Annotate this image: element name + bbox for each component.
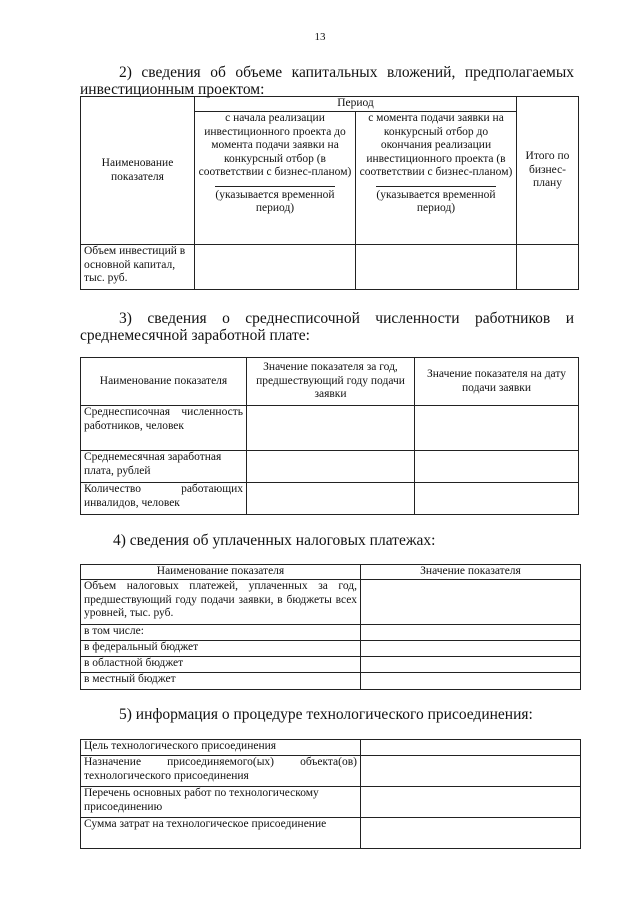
input-cell[interactable] xyxy=(415,483,579,515)
input-cell-period-before[interactable] xyxy=(195,245,356,290)
row-label-local-budget: в местный бюджет xyxy=(81,673,361,690)
col-header-period: Период xyxy=(195,97,517,112)
col-header-period-after: с момента подачи заявки на конкурсный отбор до окончания реализации инвестиционного проекта (в соответствии с бизнес-планом) (указывается временной период) xyxy=(356,112,517,245)
input-cell[interactable] xyxy=(361,673,581,690)
section3-heading-line1: 3) сведения о среднесписочной численности работников и xyxy=(119,310,574,327)
col-header-name: Наименование показателя xyxy=(81,97,195,245)
input-cell[interactable] xyxy=(361,756,581,787)
input-cell[interactable] xyxy=(361,740,581,756)
input-cell-total[interactable] xyxy=(517,245,579,290)
section5-heading: 5) информация о процедуре технологического присоединения: xyxy=(119,706,533,723)
row-label-investment-volume: Объем инвестиций в основной капитал, тыс. руб. xyxy=(81,245,195,290)
input-cell[interactable] xyxy=(361,580,581,625)
input-cell[interactable] xyxy=(361,657,581,673)
row-label-regional-budget: в областной бюджет xyxy=(81,657,361,673)
col-header-value: Значение показателя xyxy=(361,565,581,580)
col-header-prev-year: Значение показателя за год, предшествующий году подачи заявки xyxy=(247,358,415,406)
row-label-costs-sum: Сумма затрат на технологическое присоединение xyxy=(81,818,361,849)
input-cell[interactable] xyxy=(247,451,415,483)
input-cell[interactable] xyxy=(361,818,581,849)
row-label-including: в том числе: xyxy=(81,625,361,641)
col-header-name: Наименование показателя xyxy=(81,565,361,580)
input-cell[interactable] xyxy=(247,406,415,451)
input-cell[interactable] xyxy=(361,625,581,641)
col-header-name: Наименование показателя xyxy=(81,358,247,406)
employees-table xyxy=(80,357,579,515)
input-cell-period-after[interactable] xyxy=(356,245,517,290)
row-label-average-salary: Среднемесячная заработная плата, рублей xyxy=(81,451,247,483)
col-header-submission-date: Значение показателя на дату подачи заявки xyxy=(415,358,579,406)
input-cell[interactable] xyxy=(415,406,579,451)
row-label-headcount: Среднесписочная численность работников, человек xyxy=(81,406,247,451)
col-header-period-before: с начала реализации инвестиционного проекта до момента подачи заявки на конкурсный отбор (в соответствии с бизнес-планом) (указывается временной период) xyxy=(195,112,356,245)
row-label-connection-purpose: Цель технологического присоединения xyxy=(81,740,361,756)
row-label-object-purpose: Назначение присоединяемого(ых) объекта(ов) технологического присоединения xyxy=(81,756,361,787)
period-blank-line xyxy=(376,186,496,187)
section2-heading-line1: 2) сведения об объеме капитальных вложений, предполагаемых xyxy=(119,64,574,81)
page-number: 13 xyxy=(314,31,326,43)
input-cell[interactable] xyxy=(361,787,581,818)
capital-investment-table xyxy=(80,96,579,290)
section3-heading-line2: среднемесячной заработной плате: xyxy=(80,327,310,344)
row-label-tax-total: Объем налоговых платежей, уплаченных за год, предшествующий году подачи заявки, в бюджеты всех уровней, тыс. руб. xyxy=(81,580,361,625)
input-cell[interactable] xyxy=(415,451,579,483)
tax-payments-table xyxy=(80,564,581,690)
section2-heading-line2: инвестиционным проектом: xyxy=(80,81,265,98)
col-header-total: Итого по бизнес-плану xyxy=(517,97,579,245)
section4-heading: 4) сведения об уплаченных налоговых платежах: xyxy=(113,532,436,549)
row-label-federal-budget: в федеральный бюджет xyxy=(81,641,361,657)
input-cell[interactable] xyxy=(247,483,415,515)
period-blank-line xyxy=(215,186,335,187)
row-label-disabled-employees: Количество работающих инвалидов, человек xyxy=(81,483,247,515)
input-cell[interactable] xyxy=(361,641,581,657)
row-label-works-list: Перечень основных работ по технологическому присоединению xyxy=(81,787,361,818)
tech-connection-table xyxy=(80,739,581,849)
